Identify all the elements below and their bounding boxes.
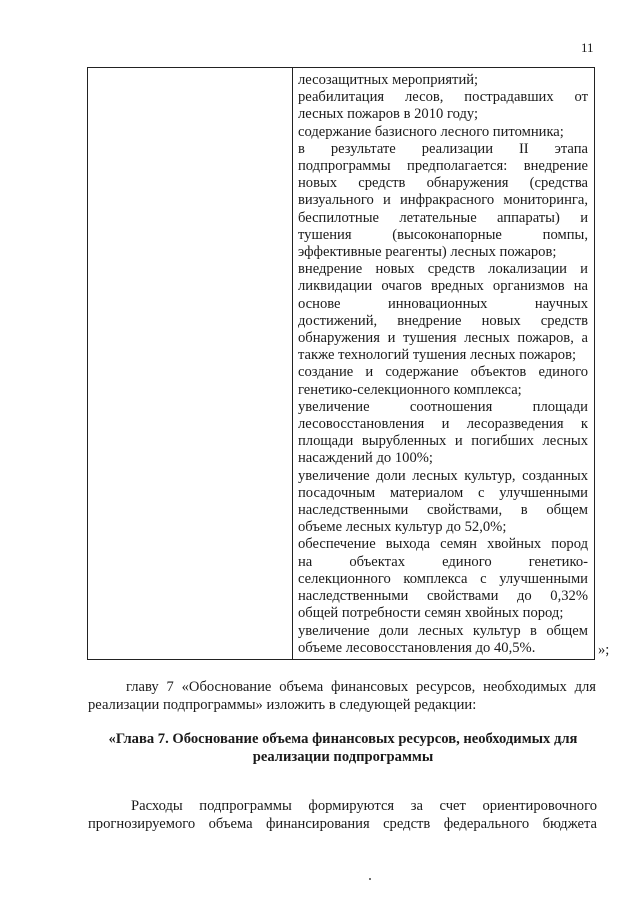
table-cell-line: увеличение доли лесных культур, созданных <box>298 467 588 484</box>
table-cell-line: новых средств обнаружения (средства <box>298 175 588 192</box>
chapter-heading <box>88 730 598 766</box>
table-cell-line: беспилотные летательные аппараты) и <box>298 209 588 226</box>
table-cell-line: насаждений до 100%; <box>298 450 433 467</box>
table-cell-line: на объектах единого генетико- <box>298 553 588 570</box>
chapter-heading-line: «Глава 7. Обоснование объема финансовых ресурсов, необходимых для <box>108 731 578 747</box>
table-cell-line: содержание базисного лесного питомника; <box>298 123 564 140</box>
closing-quote: »; <box>598 642 610 658</box>
table-cell-line: также технологий тушения лесных пожаров; <box>298 347 577 364</box>
table-cell-line: внедрение новых средств локализации и <box>298 261 588 278</box>
table-cell-line: увеличение доли лесных культур в общем <box>298 622 588 639</box>
chapter-heading-line: реализации подпрограммы <box>252 749 434 765</box>
table-cell-line: селекционного комплекса с улучшенными <box>298 570 588 587</box>
table-cell-line: создание и содержание объектов единого <box>298 364 588 381</box>
table-cell-line: площади вырубленных и погибших лесных <box>298 433 588 450</box>
table-cell-line: увеличение соотношения площади <box>298 398 588 415</box>
table-cell-line: обеспечение выхода семян хвойных пород <box>298 536 588 553</box>
body-line: Расходы подпрограммы формируются за счет ориентировочного <box>131 798 597 814</box>
intro-paragraph <box>88 678 596 714</box>
table-cell-line: лесовосстановления и лесоразведения к <box>298 416 588 433</box>
table-cell-line: подпрограммы предполагается: внедрение <box>298 158 588 175</box>
table-right-cell <box>298 72 588 657</box>
table-cell-line: посадочным материалом с улучшенными <box>298 484 588 501</box>
table-cell-line: реабилитация лесов, пострадавших от <box>298 89 588 106</box>
table-cell-line: основе инновационных научных <box>298 295 588 312</box>
table-cell-line: наследственными свойствами, в общем <box>298 502 588 519</box>
table-cell-line: объеме лесных культур до 52,0%; <box>298 519 507 536</box>
table-cell-line: общей потребности семян хвойных пород; <box>298 605 564 622</box>
table-cell-line: объеме лесовосстановления до 40,5%. <box>298 639 536 656</box>
scan-dot <box>369 878 371 880</box>
table-cell-line: обнаружения и тушения лесных пожаров, а <box>298 330 588 347</box>
table-cell-line: наследственными свойствами до 0,32% <box>298 588 588 605</box>
table-cell-line: тушения (высоконапорные помпы, <box>298 226 588 243</box>
table-cell-line: эффективные реагенты) лесных пожаров; <box>298 244 557 261</box>
table-cell-line: лесных пожаров в 2010 году; <box>298 106 479 123</box>
table-cell-line: ликвидации очагов вредных организмов на <box>298 278 588 295</box>
intro-line: реализации подпрограммы» изложить в следующей редакции: <box>88 697 477 713</box>
body-line: прогнозируемого объема финансирования средств федерального бюджета <box>88 816 597 832</box>
table-left-column <box>88 68 293 659</box>
table-cell-line: лесозащитных мероприятий; <box>298 72 479 88</box>
table-cell-line: в результате реализации II этапа <box>298 140 588 157</box>
page-number: 11 <box>581 40 594 55</box>
table-cell-line: визуального и инфракрасного мониторинга, <box>298 192 588 209</box>
table-cell-line: генетико-селекционного комплекса; <box>298 381 522 398</box>
body-paragraph <box>88 797 597 833</box>
intro-line: главу 7 «Обоснование объема финансовых ресурсов, необходимых для <box>126 679 596 695</box>
table-cell-line: достижений, внедрение новых средств <box>298 312 588 329</box>
program-table <box>87 67 595 660</box>
